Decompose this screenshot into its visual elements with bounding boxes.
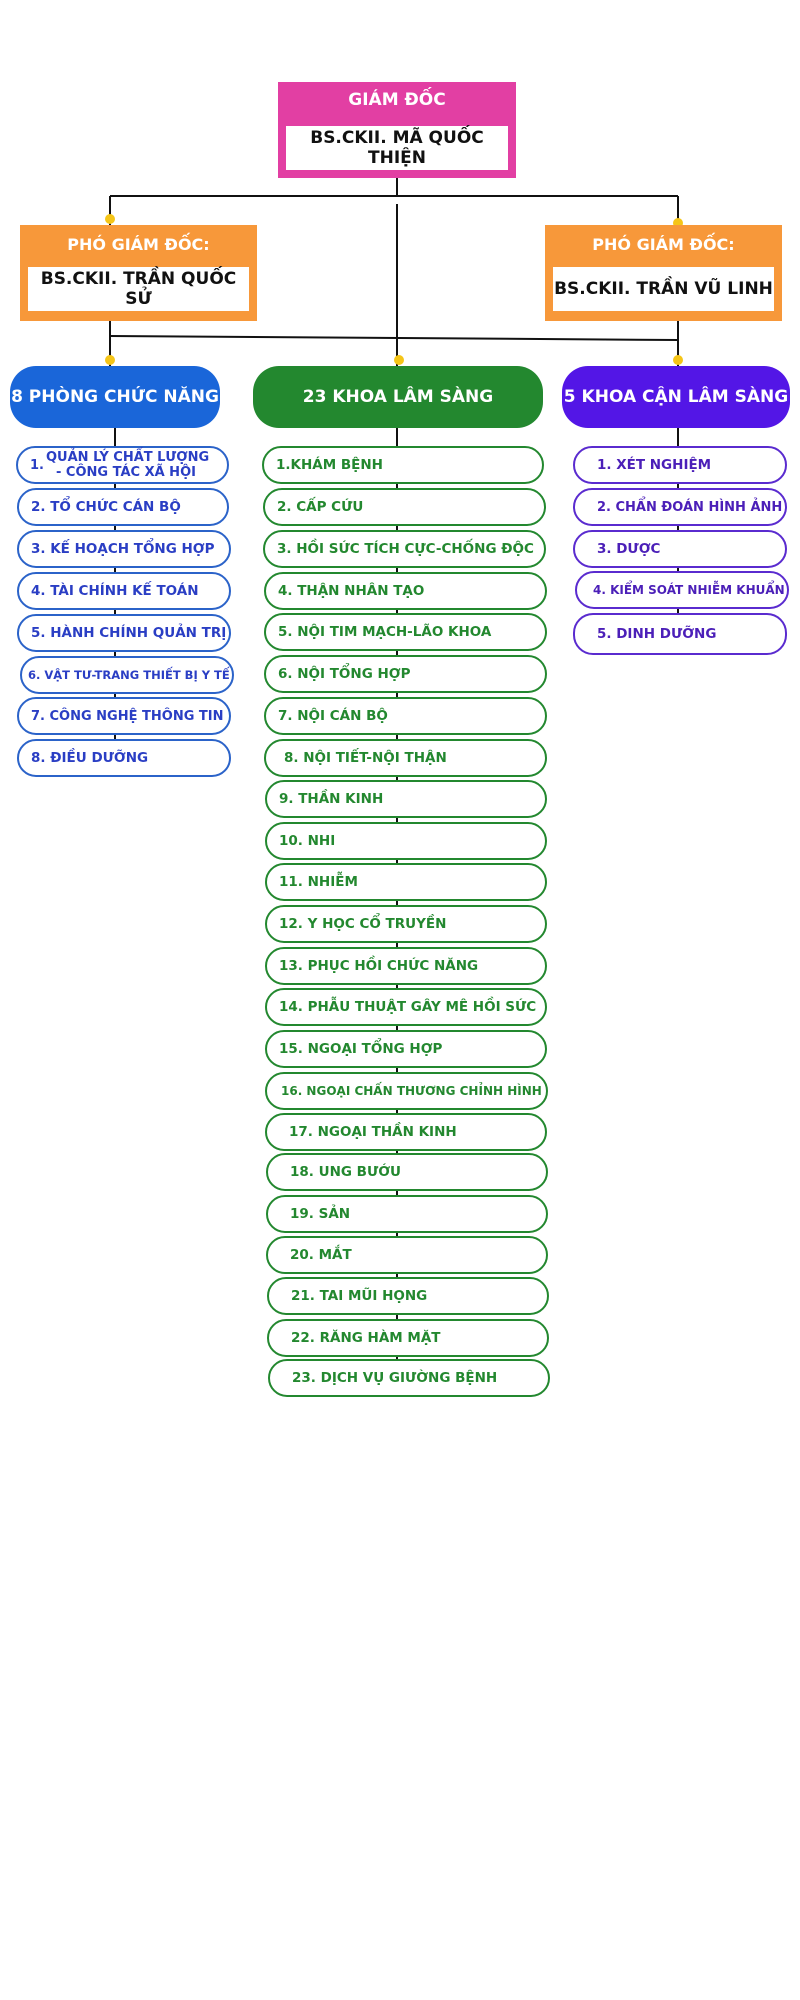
clinical-item: 6. NỘI TỔNG HỢP bbox=[264, 655, 547, 693]
clinical-item: 16. NGOẠI CHẤN THƯƠNG CHỈNH HÌNH bbox=[265, 1072, 548, 1110]
clinical-item: 12. Y HỌC CỔ TRUYỀN bbox=[265, 905, 547, 943]
vice-director-box-right bbox=[545, 225, 782, 321]
office-item-number: 1. bbox=[30, 458, 44, 473]
paraclinical-item: 3. DƯỢC bbox=[573, 530, 787, 568]
clinical-item: 9. THẦN KINH bbox=[265, 780, 547, 818]
clinical-item: 10. NHI bbox=[265, 822, 547, 860]
director-title: GIÁM ĐỐC bbox=[348, 90, 446, 110]
clinical-item: 21. TAI MŨI HỌNG bbox=[267, 1277, 549, 1315]
clinical-item: 4. THẬN NHÂN TẠO bbox=[264, 572, 547, 610]
clinical-item: 2. CẤP CỨU bbox=[263, 488, 546, 526]
vice-director-box-left bbox=[20, 225, 257, 321]
clinical-item: 19. SẢN bbox=[266, 1195, 548, 1233]
connector-dot bbox=[105, 355, 115, 365]
clinical-item: 14. PHẪU THUẬT GÂY MÊ HỒI SỨC bbox=[265, 988, 547, 1026]
office-item: 7. CÔNG NGHỆ THÔNG TIN bbox=[17, 697, 231, 735]
paraclinical-departments-header: 5 KHOA CẬN LÂM SÀNG bbox=[562, 366, 790, 428]
clinical-item: 5. NỘI TIM MẠCH-LÃO KHOA bbox=[264, 613, 547, 651]
clinical-item: 7. NỘI CÁN BỘ bbox=[264, 697, 547, 735]
director-box bbox=[278, 82, 516, 178]
clinical-item: 13. PHỤC HỒI CHỨC NĂNG bbox=[265, 947, 547, 985]
paraclinical-item: 5. DINH DƯỠNG bbox=[573, 613, 787, 655]
clinical-item: 3. HỒI SỨC TÍCH CỰC-CHỐNG ĐỘC bbox=[263, 530, 546, 568]
office-item: 5. HÀNH CHÍNH QUẢN TRỊ bbox=[17, 614, 231, 652]
clinical-item: 18. UNG BƯỚU bbox=[266, 1153, 548, 1191]
office-item: 6. VẬT TƯ-TRANG THIẾT BỊ Y TẾ bbox=[20, 656, 234, 694]
office-item: 2. TỔ CHỨC CÁN BỘ bbox=[17, 488, 229, 526]
connector-dot bbox=[673, 355, 683, 365]
connector-line bbox=[110, 336, 678, 340]
clinical-item: 23. DỊCH VỤ GIƯỜNG BỆNH bbox=[268, 1359, 550, 1397]
clinical-item: 20. MẮT bbox=[266, 1236, 548, 1274]
office-item-line: QUẢN LÝ CHẤT LƯỢNG bbox=[46, 450, 210, 465]
office-item: 4. TÀI CHÍNH KẾ TOÁN bbox=[17, 572, 231, 610]
office-item: 3. KẾ HOẠCH TỔNG HỢP bbox=[17, 530, 231, 568]
clinical-item: 22. RĂNG HÀM MẶT bbox=[267, 1319, 549, 1357]
clinical-item: 8. NỘI TIẾT-NỘI THẬN bbox=[264, 739, 547, 777]
office-item bbox=[16, 446, 229, 484]
clinical-departments-header: 23 KHOA LÂM SÀNG bbox=[253, 366, 543, 428]
connector-dot bbox=[105, 214, 115, 224]
director-name: BS.CKII. MÃ QUỐC THIỆN bbox=[286, 126, 508, 170]
paraclinical-item: 2. CHẨN ĐOÁN HÌNH ẢNH bbox=[573, 488, 787, 526]
clinical-item: 17. NGOẠI THẦN KINH bbox=[265, 1113, 547, 1151]
office-item-line: - CÔNG TÁC XÃ HỘI bbox=[56, 465, 196, 480]
connector-dot bbox=[394, 355, 404, 365]
clinical-item: 15. NGOẠI TỔNG HỢP bbox=[265, 1030, 547, 1068]
office-item: 8. ĐIỀU DƯỠNG bbox=[17, 739, 231, 777]
clinical-item: 1.KHÁM BỆNH bbox=[262, 446, 544, 484]
clinical-item: 11. NHIỄM bbox=[265, 863, 547, 901]
functional-offices-header: 8 PHÒNG CHỨC NĂNG bbox=[10, 366, 220, 428]
vice-director-title: PHÓ GIÁM ĐỐC: bbox=[592, 235, 735, 254]
paraclinical-item: 1. XÉT NGHIỆM bbox=[573, 446, 787, 484]
vice-director-name: BS.CKII. TRẦN QUỐC SỬ bbox=[28, 267, 249, 311]
vice-director-title: PHÓ GIÁM ĐỐC: bbox=[67, 235, 210, 254]
vice-director-name: BS.CKII. TRẦN VŨ LINH bbox=[553, 267, 774, 311]
paraclinical-item: 4. KIỂM SOÁT NHIỄM KHUẨN bbox=[575, 571, 789, 609]
